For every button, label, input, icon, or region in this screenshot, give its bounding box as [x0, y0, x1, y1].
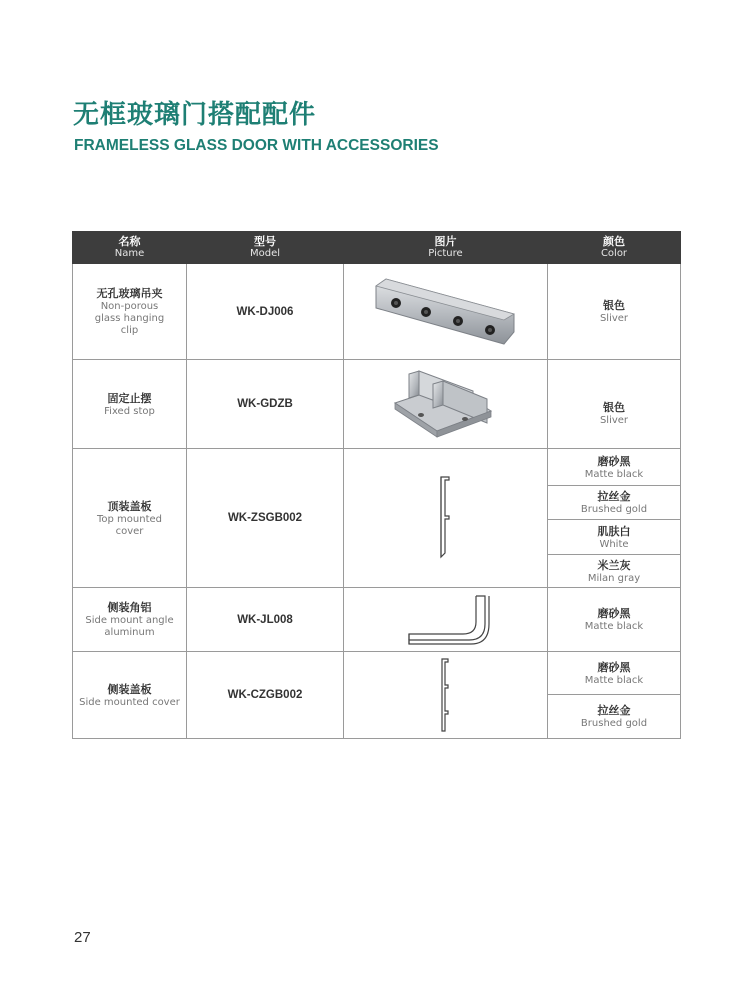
- table-row: [73, 449, 681, 486]
- product-model: WK-ZSGB002: [187, 449, 344, 588]
- product-picture: [344, 360, 548, 449]
- side-cover-profile-image: [434, 655, 458, 735]
- color-cell: 磨砂黑 Matte black: [548, 588, 681, 652]
- product-model: WK-JL008: [187, 588, 344, 652]
- page-number: 27: [74, 929, 91, 946]
- page-title-en: FRAMELESS GLASS DOOR WITH ACCESSORIES: [74, 137, 439, 154]
- product-picture: [344, 652, 548, 739]
- header-name: 名称 Name: [73, 232, 187, 264]
- color-cell: 磨砂黑 Matte black: [548, 449, 681, 486]
- accessories-table: [72, 231, 681, 739]
- product-picture: [344, 449, 548, 588]
- product-model: WK-CZGB002: [187, 652, 344, 739]
- product-name: 侧装角铝 Side mount angle aluminum: [73, 588, 187, 652]
- top-cover-profile-image: [431, 473, 461, 563]
- product-picture: [344, 264, 548, 360]
- product-name: 侧装盖板 Side mounted cover: [73, 652, 187, 739]
- page-title-cn: 无框玻璃门搭配配件: [73, 100, 317, 130]
- color-cell: 银色 Sliver: [548, 264, 681, 360]
- color-cell: 米兰灰 Milan gray: [548, 555, 681, 588]
- table-row: [73, 264, 681, 360]
- color-cell: 肌肤白 White: [548, 520, 681, 555]
- angle-aluminum-profile-image: [401, 592, 491, 648]
- product-name: 无孔玻璃吊夹 Non-porous glass hanging clip: [73, 264, 187, 360]
- fixed-stop-image: [391, 365, 501, 443]
- color-cell: 磨砂黑 Matte black: [548, 652, 681, 695]
- product-model: WK-DJ006: [187, 264, 344, 360]
- product-model: WK-GDZB: [187, 360, 344, 449]
- color-cell: 银色 Sliver: [548, 360, 681, 449]
- product-picture: [344, 588, 548, 652]
- table-header-row: [73, 232, 681, 264]
- color-cell: 拉丝金 Brushed gold: [548, 486, 681, 520]
- product-name: 固定止摆 Fixed stop: [73, 360, 187, 449]
- table-row: [73, 360, 681, 449]
- header-picture: 图片 Picture: [344, 232, 548, 264]
- product-name: 顶装盖板 Top mounted cover: [73, 449, 187, 588]
- header-model: 型号 Model: [187, 232, 344, 264]
- table-row: [73, 588, 681, 652]
- table-row: [73, 652, 681, 695]
- header-color: 颜色 Color: [548, 232, 681, 264]
- hanging-clip-image: [366, 270, 526, 354]
- color-cell: 拉丝金 Brushed gold: [548, 695, 681, 739]
